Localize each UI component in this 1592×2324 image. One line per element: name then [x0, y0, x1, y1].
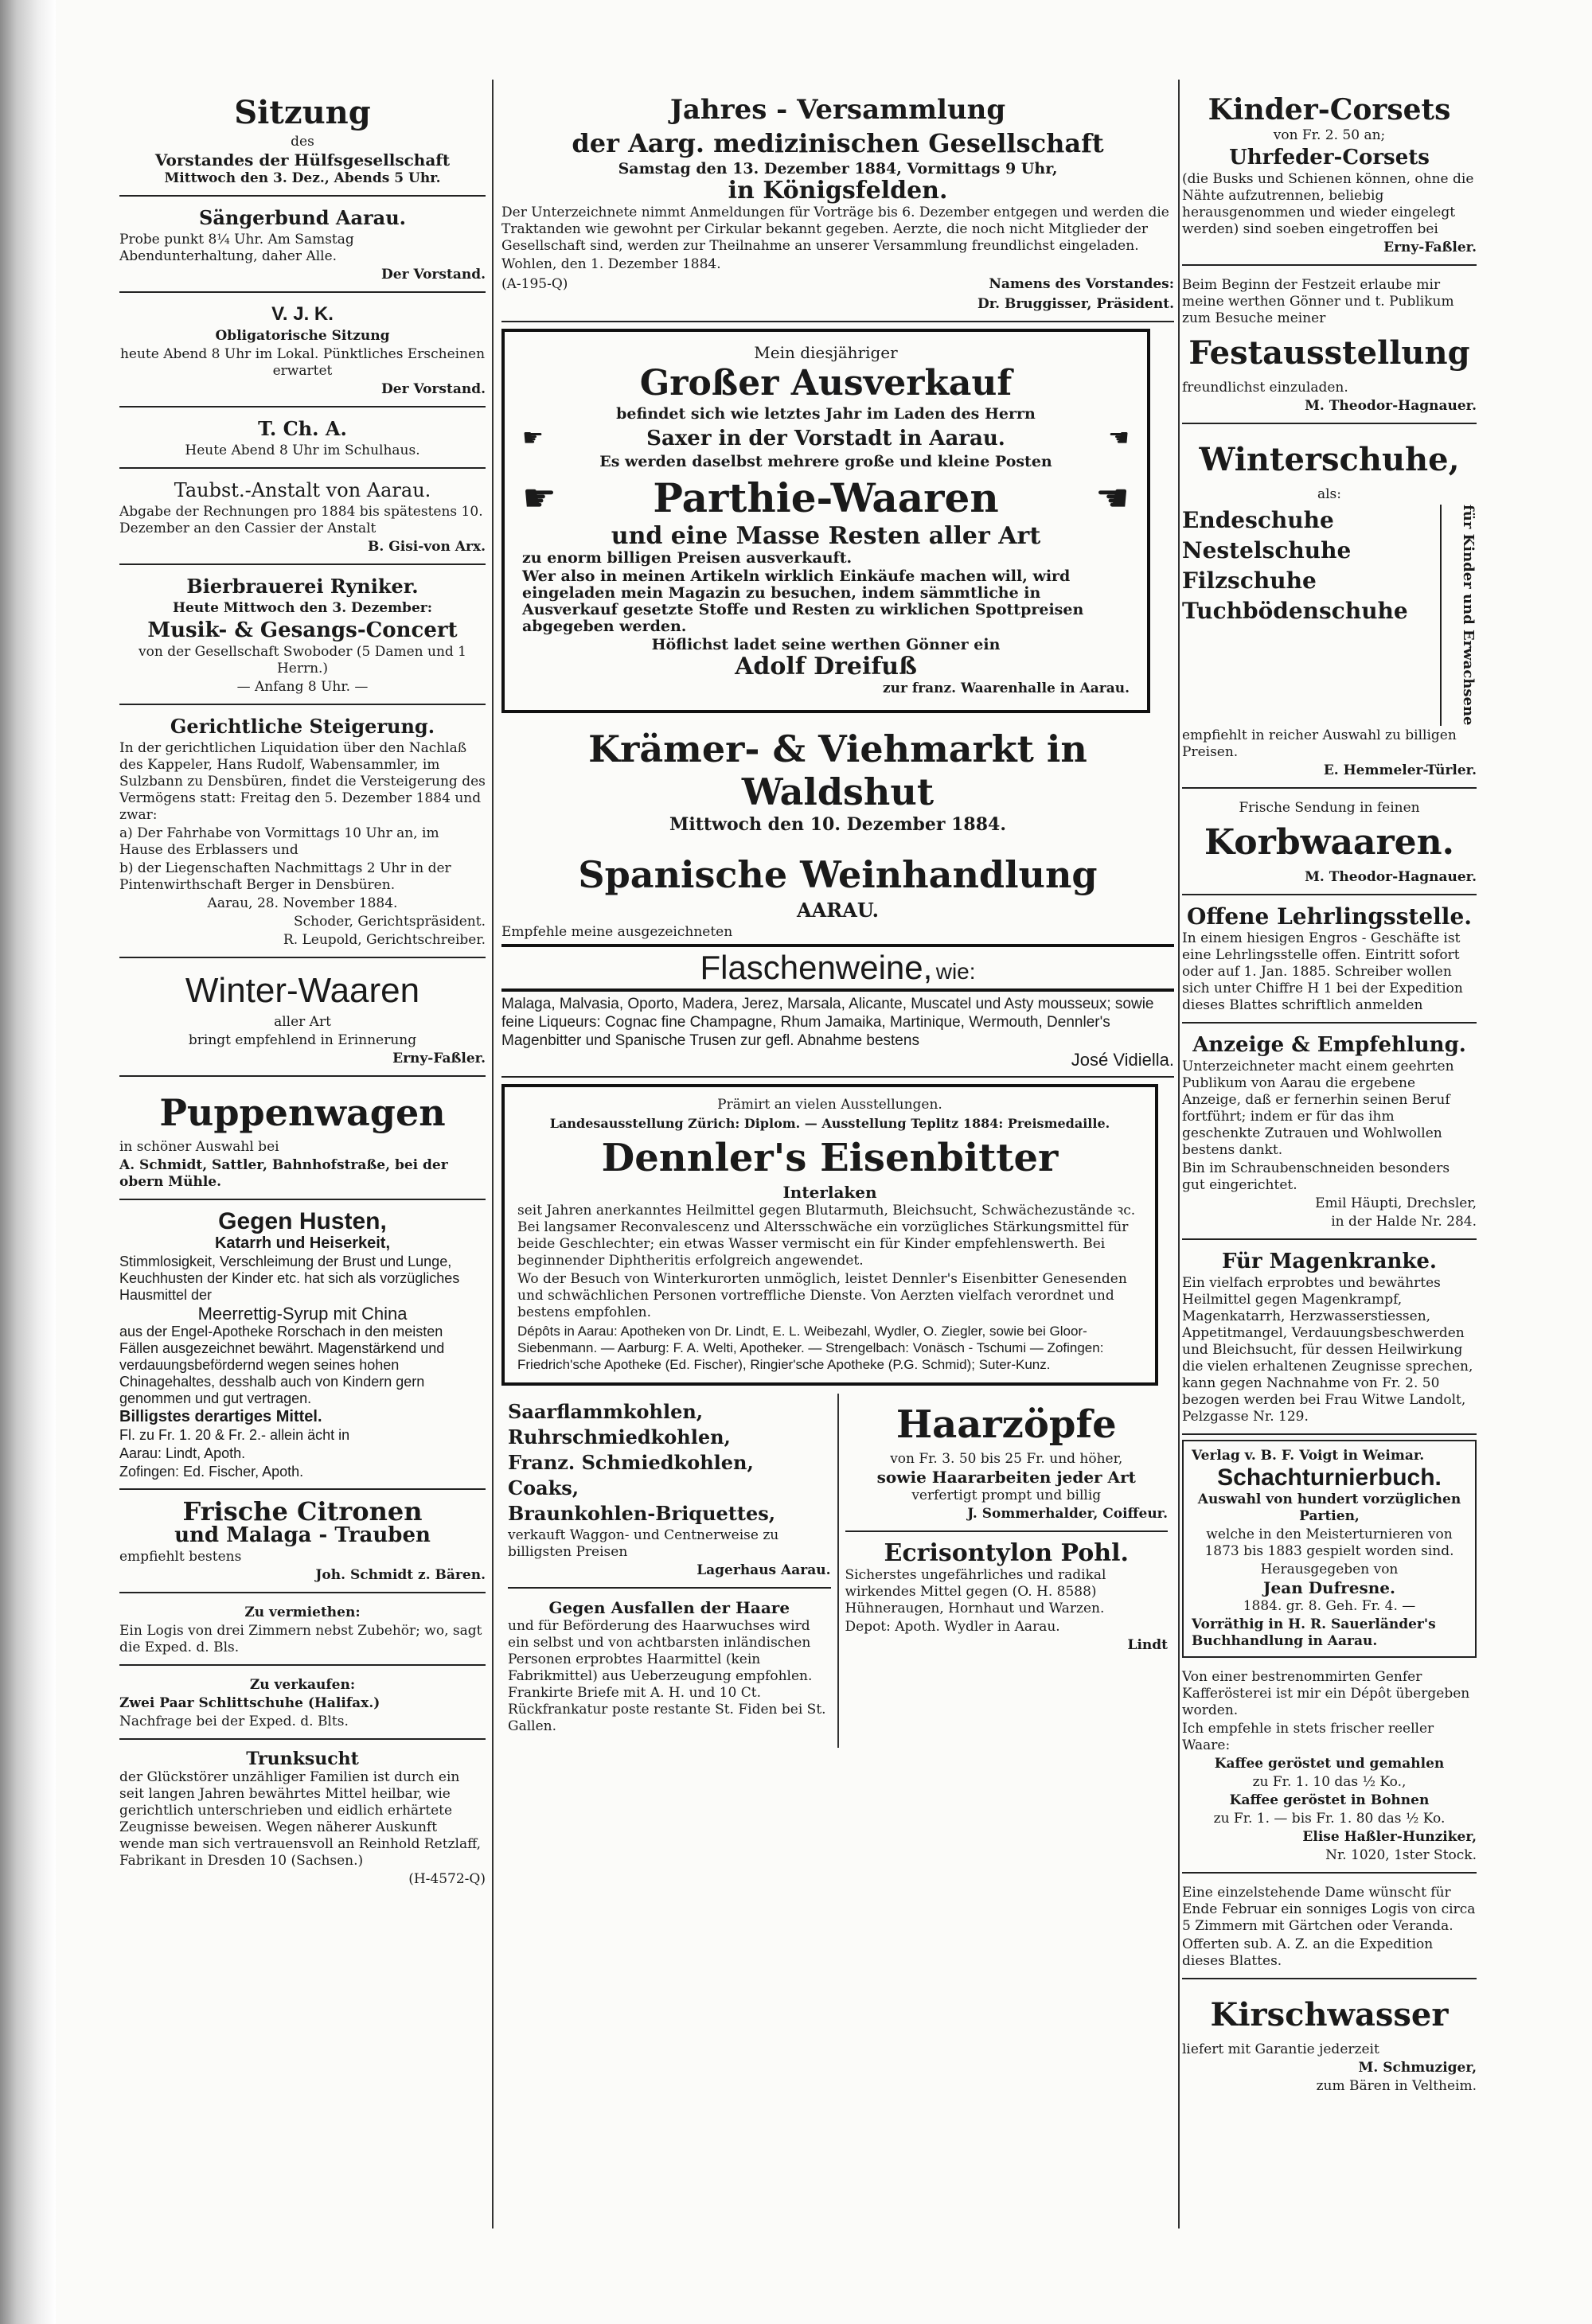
- ad-text: Fl. zu Fr. 1. 20 & Fr. 2.- allein ächt in: [119, 1427, 350, 1443]
- ad-text: empfiehlt bestens: [119, 1549, 242, 1565]
- ad-signature: B. Gisi-von Arx.: [368, 539, 486, 555]
- ad-haare: [508, 1593, 831, 1743]
- ad-text: Der Unterzeichnete nimmt Anmeldungen für Vorträge bis 6. Dezember entgegen und werden die Traktanden wie gewohnt per Cirkular bekannt gegeben. Aerzte, die noch nicht Mitglieder der Gesellschaft sind, werden zur Theilnahme an unserer Versammlung freundlichst eingeladen.: [501, 205, 1169, 254]
- ad-signature: Nr. 1020, 1ster Stock.: [1325, 1846, 1477, 1863]
- ad-text: welche in den Meisterturnieren von 1873 bis 1883 gespielt worden sind.: [1204, 1526, 1454, 1559]
- ad-text: aus der Engel-Apotheke Rorschach in den meisten Fällen ausgezeichnet bewährt. Magenstärkend und verdauungsbefördernd wegen seines hohen Chinagehaltes, desshalb auch von Kindern gern genommen und gut vertragen.: [119, 1324, 445, 1406]
- ad-title: T. Ch. A.: [258, 417, 347, 440]
- ad-text: Landesausstellung Zürich: Diplom. — Ausstellung Teplitz 1884: Preismedaille.: [549, 1116, 1110, 1131]
- page-binding-edge: [0, 0, 56, 2324]
- ad-item: Endeschuhe: [1182, 507, 1334, 533]
- ad-text: Zofingen: Ed. Fischer, Apoth.: [119, 1464, 304, 1480]
- ad-product: Meerrettig-Syrup mit China: [197, 1304, 408, 1324]
- ad-signature: Joh. Schmidt z. Bären.: [315, 1567, 486, 1583]
- ad-signature: M. Theodor-Hagnauer.: [1305, 398, 1477, 414]
- ad-text: und eine Masse Resten aller Art: [611, 522, 1041, 550]
- ad-text: Vorräthig in H. R. Sauerländer's Buchhandlung in Aarau.: [1192, 1616, 1436, 1649]
- ad-text: Malaga, Malvasia, Oporto, Madera, Jerez, Marsala, Alicante, Muscatel und Asty mousseux; sowie feine Liqueurs: Cognac fine Champagne, Rhum Jamaika, Martinique, Wermouth, Dennler's Magenbitter und Spanische Trusen zur gefl. Abnahme bestens: [501, 996, 1154, 1049]
- ad-weinhandlung: [501, 846, 1174, 1078]
- ad-vjk: [119, 298, 486, 407]
- ad-text: heute Abend 8 Uhr im Lokal. Pünktliches Erscheinen erwartet: [119, 346, 486, 379]
- ad-title: Dennler's Eisenbitter: [601, 1136, 1059, 1180]
- ad-signature: José Vidiella.: [1071, 1050, 1174, 1070]
- ad-sitzung: [119, 88, 486, 197]
- ad-signature: zur franz. Waarenhalle in Aarau.: [882, 680, 1130, 696]
- ad-signature: Der Vorstand.: [381, 267, 486, 283]
- ad-title: Ecrisontylon Pohl.: [884, 1539, 1129, 1567]
- ad-place: in Königsfelden.: [728, 177, 948, 205]
- ad-magenkranke: [1182, 1245, 1477, 1435]
- ad-text: Prämirt an vielen Ausstellungen.: [717, 1097, 942, 1113]
- ad-title: Winter-Waaren: [185, 971, 420, 1010]
- ad-text: bringt empfehlend in Erinnerung: [188, 1032, 417, 1048]
- ad-text: Vorstandes der Hülfsgesellschaft: [154, 150, 451, 170]
- ad-signature: Adolf Dreifuß: [735, 653, 917, 680]
- ad-signature: Erny-Faßler.: [392, 1051, 486, 1066]
- ad-text: Unterzeichneter macht einem geehrten Publikum von Aarau die ergebene Anzeige, daß er fernerhin seinen Beruf fortführt; indem er für das ihm geschenkte Zutrauen und Wohlwollen bestens dankt.: [1182, 1058, 1454, 1158]
- ad-text: Ein vielfach erprobtes und bewährtes Heilmittel gegen Magenkrampf, Magenkatarrh, Herzwasserstiessen, Appetitmangel, Verdauungsbeschwerden und Bleichsucht, für dessen Heilwirkung die vielen erhaltenen Zeugnisse sprechen, kann gegen Nachnahme von Fr. 2. 50 bezogen werden bei Frau Witwe Landolt, Pelzgasse Nr. 129.: [1182, 1274, 1473, 1425]
- ad-text: Ich empfehle in stets frischer reeller Waare:: [1182, 1720, 1434, 1753]
- ad-text: verfertigt prompt und billig: [911, 1488, 1102, 1503]
- ad-text: verkauft Waggon- und Centnerweise zu billigsten Preisen: [508, 1527, 779, 1560]
- ad-text: Mittwoch den 3. Dez., Abends 5 Uhr.: [164, 170, 441, 186]
- ad-title: Zu vermiethen:: [244, 1605, 361, 1620]
- ad-title: Gegen Ausfallen der Haare: [548, 1598, 790, 1617]
- ad-title: V. J. K.: [271, 303, 334, 325]
- ad-title: Zu verkaufen:: [249, 1677, 356, 1693]
- ad-text: In der gerichtlichen Liquidation über den Nachlaß des Kappeler, Hans Rudolf, Wabensammler, im Sulzbann zu Densbüren, findet die Versteigerung des Vermögens statt: Freitag den 5. Dezember 1884 und zwar:: [119, 740, 486, 823]
- ad-title: Sängerbund Aarau.: [198, 206, 406, 229]
- ad-title: Haarzöpfe: [896, 1402, 1117, 1447]
- ad-kaffee: [1182, 1663, 1477, 1874]
- ad-text: 1884. gr. 8. Geh. Fr. 4. —: [1243, 1597, 1416, 1614]
- ad-signature: Der Vorstand.: [381, 381, 486, 397]
- ad-signature: E. Hemmeler-Türler.: [1323, 762, 1477, 778]
- pointing-hand-icon: ☚: [1094, 476, 1130, 521]
- ad-text: Herausgegeben von: [1260, 1561, 1399, 1577]
- ad-event: Musik- & Gesangs-Concert: [147, 618, 458, 642]
- ad-signature: zum Bären in Veltheim.: [1316, 2077, 1477, 2094]
- ad-corsets: [1182, 88, 1477, 266]
- pointing-hand-icon: ☛: [522, 476, 557, 521]
- ad-city: AARAU.: [797, 899, 879, 922]
- ad-signature: Lagerhaus Aarau.: [696, 1562, 831, 1578]
- ad-citronen: [119, 1495, 486, 1593]
- ad-text: Heute Abend 8 Uhr im Schulhaus.: [185, 443, 420, 458]
- pointing-hand-icon: ☛: [522, 424, 544, 452]
- ad-text: in schöner Auswahl bei: [119, 1139, 279, 1155]
- ad-text: von Fr. 3. 50 bis 25 Fr. und höher,: [890, 1451, 1123, 1467]
- ad-title: Anzeige & Empfehlung.: [1192, 1032, 1466, 1057]
- ad-text: Empfehle meine ausgezeichneten: [501, 924, 733, 940]
- ad-dame: [1182, 1878, 1477, 1979]
- ad-signature: Erny-Faßler.: [1383, 240, 1477, 255]
- ad-text: und für Beförderung des Haarwuchses wird ein selbst und von achtbarsten inländischen Personen erprobtes Haarmittel (kein Fabrikmittel) aus Ueberzeugung empfohlen. Frankirte Briefe mit A. H. und 10 Ct. Rückfrankatur poste restante St. Fiden bei St. Gallen.: [508, 1618, 826, 1734]
- ad-title: Kinder-Corsets: [1208, 93, 1451, 127]
- ad-text: befindet sich wie letztes Jahr im Laden des Herrn: [616, 405, 1036, 423]
- ad-ausverkauf: [501, 329, 1150, 713]
- ad-title: Gegen Husten,: [218, 1208, 387, 1234]
- ad-item: Filzschuhe: [1182, 567, 1317, 594]
- ad-text: Frische Sendung in feinen: [1239, 799, 1420, 816]
- ad-text: Nachfrage bei der Exped. d. Blts.: [119, 1714, 349, 1729]
- ad-title: Großer Ausverkauf: [639, 363, 1013, 404]
- ad-taubstummen-anstalt: [119, 474, 486, 565]
- center-column: [501, 88, 1174, 1748]
- ad-tcha: [119, 412, 486, 469]
- ad-text: sowie Haararbeiten jeder Art: [876, 1468, 1136, 1487]
- ad-item: Nestelschuhe: [1182, 537, 1352, 563]
- ad-steigerung: [119, 710, 486, 958]
- ad-haarzoepfe: [845, 1394, 1169, 1532]
- ad-text: Wo der Besuch von Winterkurorten unmöglich, leistet Dennler's Eisenbitter Genesenden und schwächlichen Personen vortreffliche Dienste. Von Aerzten vielfach verordnet und bestens empfohlen.: [517, 1271, 1127, 1320]
- ad-text: Kaffee geröstet in Bohnen: [1229, 1792, 1430, 1808]
- ad-vermiethen: [119, 1598, 486, 1666]
- center-bottom-right: [837, 1394, 1175, 1748]
- ad-schachturnierbuch: [1182, 1440, 1477, 1658]
- ad-title: Schachturnierbuch.: [1217, 1464, 1442, 1491]
- ad-text: a) Der Fahrhabe von Vormittags 10 Uhr an, im Hause des Erblassers und: [119, 825, 439, 858]
- ad-text: Auswahl von hundert vorzüglichen Partien,: [1197, 1491, 1461, 1524]
- ad-signature: Elise Haßler-Hunziker,: [1302, 1828, 1477, 1845]
- ad-trunksucht: [119, 1745, 486, 1896]
- ad-text: zu Fr. 1. — bis Fr. 1. 80 das ½ Ko.: [1213, 1810, 1446, 1827]
- ad-title: Frische Citronen: [182, 1496, 423, 1527]
- ad-title: Spanische Weinhandlung: [578, 853, 1098, 896]
- ad-text: Franz. Schmiedkohlen,: [508, 1451, 754, 1474]
- ad-text: seit Jahren anerkanntes Heilmittel gegen Blutarmuth, Bleichsucht, Schwächezustände ꝛc. Bei langsamer Reconvalescenz und Altersschwäche ein vorzügliches Stärkungsmittel für beide Geschlechter; ein etwas Wasser vermischt ein für Kinder empfehlenswerth. Bei beginnender Diphtheritis erfolgreich angewendet.: [517, 1203, 1136, 1269]
- ad-text: (die Busks und Schienen können, ohne die Nähte aufzutrennen, beliebig herausgenommen und wieder eingelegt werden) sind soeben eingetroffen bei: [1182, 171, 1474, 237]
- ad-text: Offerten sub. A. Z. an die Expedition dieses Blattes.: [1182, 1936, 1434, 1969]
- ad-lehrlingsstelle: [1182, 900, 1477, 1024]
- ad-text: Saarflammkohlen,: [508, 1400, 704, 1423]
- ad-text: empfiehlt in reicher Auswahl zu billigen Preisen.: [1182, 727, 1457, 760]
- ad-text: Depot: Apoth. Wydler in Aarau.: [845, 1619, 1060, 1635]
- ad-text: Probe punkt 8¼ Uhr. Am Samstag Abendunterhaltung, daher Alle.: [119, 232, 354, 264]
- ad-subtitle: und Malaga - Trauben: [174, 1523, 431, 1547]
- ad-text: Ein Logis von drei Zimmern nebst Zubehör; wo, sagt die Exped. d. Bls.: [119, 1623, 482, 1655]
- ad-bierbrauerei: [119, 570, 486, 705]
- left-column: [119, 88, 486, 1901]
- center-bottom-ads: [501, 1394, 1174, 1748]
- ad-text: Verlag v. B. F. Voigt in Weimar.: [1192, 1447, 1425, 1464]
- ad-item: Tuchbödenschuhe: [1182, 598, 1408, 624]
- ad-text: Abgabe der Rechnungen pro 1884 bis spätestens 10. Dezember an den Cassier der Anstalt: [119, 504, 483, 536]
- ad-text: Lindt: [1127, 1637, 1168, 1653]
- ad-text: Von einer bestrenommirten Genfer Kafferösterei ist mir ein Dépôt übergeben worden.: [1182, 1668, 1470, 1718]
- ad-text: Eine einzelstehende Dame wünscht für Ende Februar ein sonniges Logis von circa 5 Zimmern mit Gärtchen oder Veranda.: [1182, 1884, 1476, 1934]
- ad-text: Heute Mittwoch den 3. Dezember:: [172, 600, 432, 616]
- column-rule-left: [492, 80, 494, 2228]
- ad-signature: J. Sommerhalder, Coiffeur.: [967, 1506, 1168, 1522]
- ad-text: zu Fr. 1. 10 das ½ Ko.,: [1252, 1773, 1407, 1790]
- ad-signature: A. Schmidt, Sattler, Bahnhofstraße, bei der obern Mühle.: [119, 1157, 448, 1190]
- ad-product: Flaschenweine,: [700, 949, 933, 986]
- ad-text: Wohlen, den 1. Dezember 1884.: [501, 256, 721, 272]
- ad-title: Bierbrauerei Ryniker.: [186, 575, 419, 598]
- ad-signature: Dr. Bruggisser, Präsident.: [977, 296, 1174, 312]
- ad-text: Coaks,: [508, 1476, 579, 1499]
- ad-husten: [119, 1205, 486, 1490]
- right-column: [1182, 88, 1477, 2108]
- ad-puppenwagen: [119, 1082, 486, 1200]
- ad-text: Kaffee geröstet und gemahlen: [1214, 1755, 1445, 1772]
- ad-title: Puppenwagen: [159, 1091, 446, 1134]
- ad-side-text: für Kinder und Erwachsene: [1440, 505, 1477, 726]
- ad-text: Saxer in der Vorstadt in Aarau.: [646, 426, 1005, 450]
- ad-eisenbitter: [501, 1084, 1158, 1386]
- ad-text: Stimmlosigkeit, Verschleimung der Brust und Lunge, Keuchhusten der Kinder etc. hat sich als vorzügliches Hausmittel der: [119, 1254, 460, 1303]
- ad-signature: Schoder, Gerichtspräsident.: [293, 914, 486, 930]
- ad-anzeige: [1182, 1028, 1477, 1240]
- ad-text: Höflichst ladet seine werthen Gönner ein: [651, 636, 1001, 653]
- ad-text: Bin im Schraubenschneiden besonders gut eingerichtet.: [1182, 1160, 1450, 1193]
- ad-title: Kirschwasser: [1210, 1995, 1449, 2034]
- ad-saengerbund: [119, 201, 486, 293]
- ad-text: liefert mit Garantie jederzeit: [1182, 2041, 1379, 2057]
- ad-text: Mein diesjähriger: [754, 343, 898, 362]
- ad-korbwaaren: [1182, 794, 1477, 895]
- ad-text: der Glückstörer unzähliger Familien ist durch ein seit langen Jahren bewährtes Mittel heilbar, wie gerichtlich unterschrieben und eidlich erhärtete Zeugnisse beweisen. Wegen näherer Auskunft wende man sich vertrauensvoll an Reinhold Retzlaff, Fabrikant in Dresden 10 (Sachsen.): [119, 1769, 481, 1869]
- ad-text: (A-195-Q): [501, 276, 568, 292]
- ad-title: Offene Lehrlingsstelle.: [1186, 903, 1473, 930]
- ad-signature: M. Schmuziger,: [1358, 2059, 1477, 2076]
- ad-versammlung: [501, 88, 1174, 322]
- center-bottom-left: [501, 1394, 837, 1748]
- ad-text: von der Gesellschaft Swoboder (5 Damen und 1 Herrn.): [139, 644, 466, 677]
- ad-text: des: [291, 134, 314, 150]
- ad-signature: Emil Häupti, Drechsler,: [1315, 1195, 1477, 1211]
- ad-text: Samstag den 13. Dezember 1884, Vormittags 9 Uhr,: [618, 160, 1058, 177]
- ad-text: Es werden daselbst mehrere große und kleine Posten: [599, 453, 1052, 470]
- ad-kirschwasser: [1182, 1984, 1477, 2103]
- ad-text: Ruhrschmiedkohlen,: [508, 1425, 731, 1449]
- ad-subtitle: Uhrfeder-Corsets: [1229, 146, 1430, 170]
- ad-text: zu enorm billigen Preisen ausverkauft.: [522, 549, 853, 567]
- ad-text: Braunkohlen-Briquettes,: [508, 1502, 776, 1525]
- ad-title: Für Magenkranke.: [1222, 1249, 1437, 1273]
- ad-title: Jahres - Versammlung: [669, 94, 1006, 126]
- ad-text: Katarrh und Heiserkeit,: [214, 1234, 391, 1252]
- ad-text: In einem hiesigen Engros - Geschäfte ist eine Lehrlingsstelle offen. Eintritt sofort oder auf 1. Jan. 1885. Schreiber wollen sich unter Chiffre H 1 bei der Expedition dieses Blattes schriftlich anmelden: [1182, 930, 1463, 1013]
- ad-product: Parthie-Waaren: [653, 474, 999, 521]
- ad-text: als:: [1317, 486, 1342, 502]
- ad-title: Festausstellung: [1188, 334, 1470, 372]
- ad-text: aller Art: [274, 1014, 331, 1030]
- ad-text: Obligatorische Sitzung: [215, 328, 390, 344]
- ad-title: Sitzung: [234, 94, 371, 131]
- ad-text: Dépôts in Aarau: Apotheken von Dr. Lindt, E. L. Weibezahl, Wydler, O. Ziegler, sowie bei Gloor-Siebenmann. — Aarburg: F. A. Welti, Apotheker. — Strengelbach: Vonäsch - Tschumi — Zofingen: Friedrich'sche Apotheke (Ed. Fischer), Ringier'sche Apotheke (P.G. Schmid); Suter-Kunz.: [517, 1324, 1104, 1372]
- ad-title: Trunksucht: [246, 1749, 359, 1769]
- ad-text: — Anfang 8 Uhr. —: [236, 679, 369, 695]
- ad-signature: M. Theodor-Hagnauer.: [1305, 868, 1477, 885]
- ad-title: Krämer- & Viehmarkt in Waldshut: [588, 727, 1087, 813]
- ad-title: Winterschuhe,: [1199, 441, 1460, 478]
- column-rule-right: [1178, 80, 1180, 2228]
- ad-text: Billigstes derartiges Mittel.: [119, 1408, 322, 1425]
- ad-text: b) der Liegenschaften Nachmittags 2 Uhr in der Pintenwirthschaft Berger in Densbüren.: [119, 860, 451, 893]
- pointing-hand-icon: ☚: [1108, 424, 1130, 452]
- ad-waldshut: [501, 719, 1174, 841]
- ad-text: von Fr. 2. 50 an;: [1273, 127, 1386, 143]
- ad-title: Gerichtliche Steigerung.: [170, 715, 435, 738]
- ad-text: Wer also in meinen Artikeln wirklich Einkäufe machen will, wird eingeladen mein Magazin zu besuchen, indem sämmtliche in Ausverkauf gesetzte Stoffe und Resten zu wirklichen Spottpreisen abgegeben werden.: [522, 567, 1084, 635]
- ad-verkaufen: [119, 1671, 486, 1740]
- ad-text: Interlaken: [782, 1183, 877, 1202]
- ad-text: Namens des Vorstandes:: [989, 276, 1174, 292]
- ad-kohlen: [508, 1394, 831, 1589]
- ad-title: der Aarg. medizinischen Gesellschaft: [572, 128, 1104, 158]
- ad-title: Korbwaaren.: [1204, 821, 1454, 863]
- ad-festausstellung: [1182, 271, 1477, 424]
- ad-text: Aarau: Lindt, Apoth.: [119, 1445, 246, 1461]
- ad-text: Zwei Paar Schlittschuhe (Halifax.): [119, 1695, 380, 1711]
- ad-text: Aarau, 28. November 1884.: [207, 895, 398, 911]
- ad-winterschuhe: [1182, 429, 1477, 789]
- ad-winter-waaren: [119, 963, 486, 1077]
- ad-text: freundlichst einzuladen.: [1182, 380, 1348, 396]
- ad-title: Taubst.-Anstalt von Aarau.: [174, 479, 431, 501]
- ad-signature: R. Leupold, Gerichtschreiber.: [283, 932, 486, 948]
- ad-text: (H-4572-Q): [408, 1871, 486, 1887]
- ad-signature: in der Halde Nr. 284.: [1331, 1213, 1477, 1230]
- ad-text: Jean Dufresne.: [1263, 1577, 1395, 1597]
- ad-ecrisontylon: [845, 1537, 1169, 1662]
- ad-text: Mittwoch den 10. Dezember 1884.: [669, 814, 1007, 835]
- ad-text: wie:: [935, 959, 976, 984]
- ad-text: Sicherstes ungefährliches und radikal wirkendes Mittel gegen (O. H. 8588) Hühneraugen, Hornhaut und Warzen.: [845, 1567, 1106, 1616]
- ad-text: Beim Beginn der Festzeit erlaube mir meine werthen Gönner und t. Publikum zum Besuche meiner: [1182, 277, 1454, 326]
